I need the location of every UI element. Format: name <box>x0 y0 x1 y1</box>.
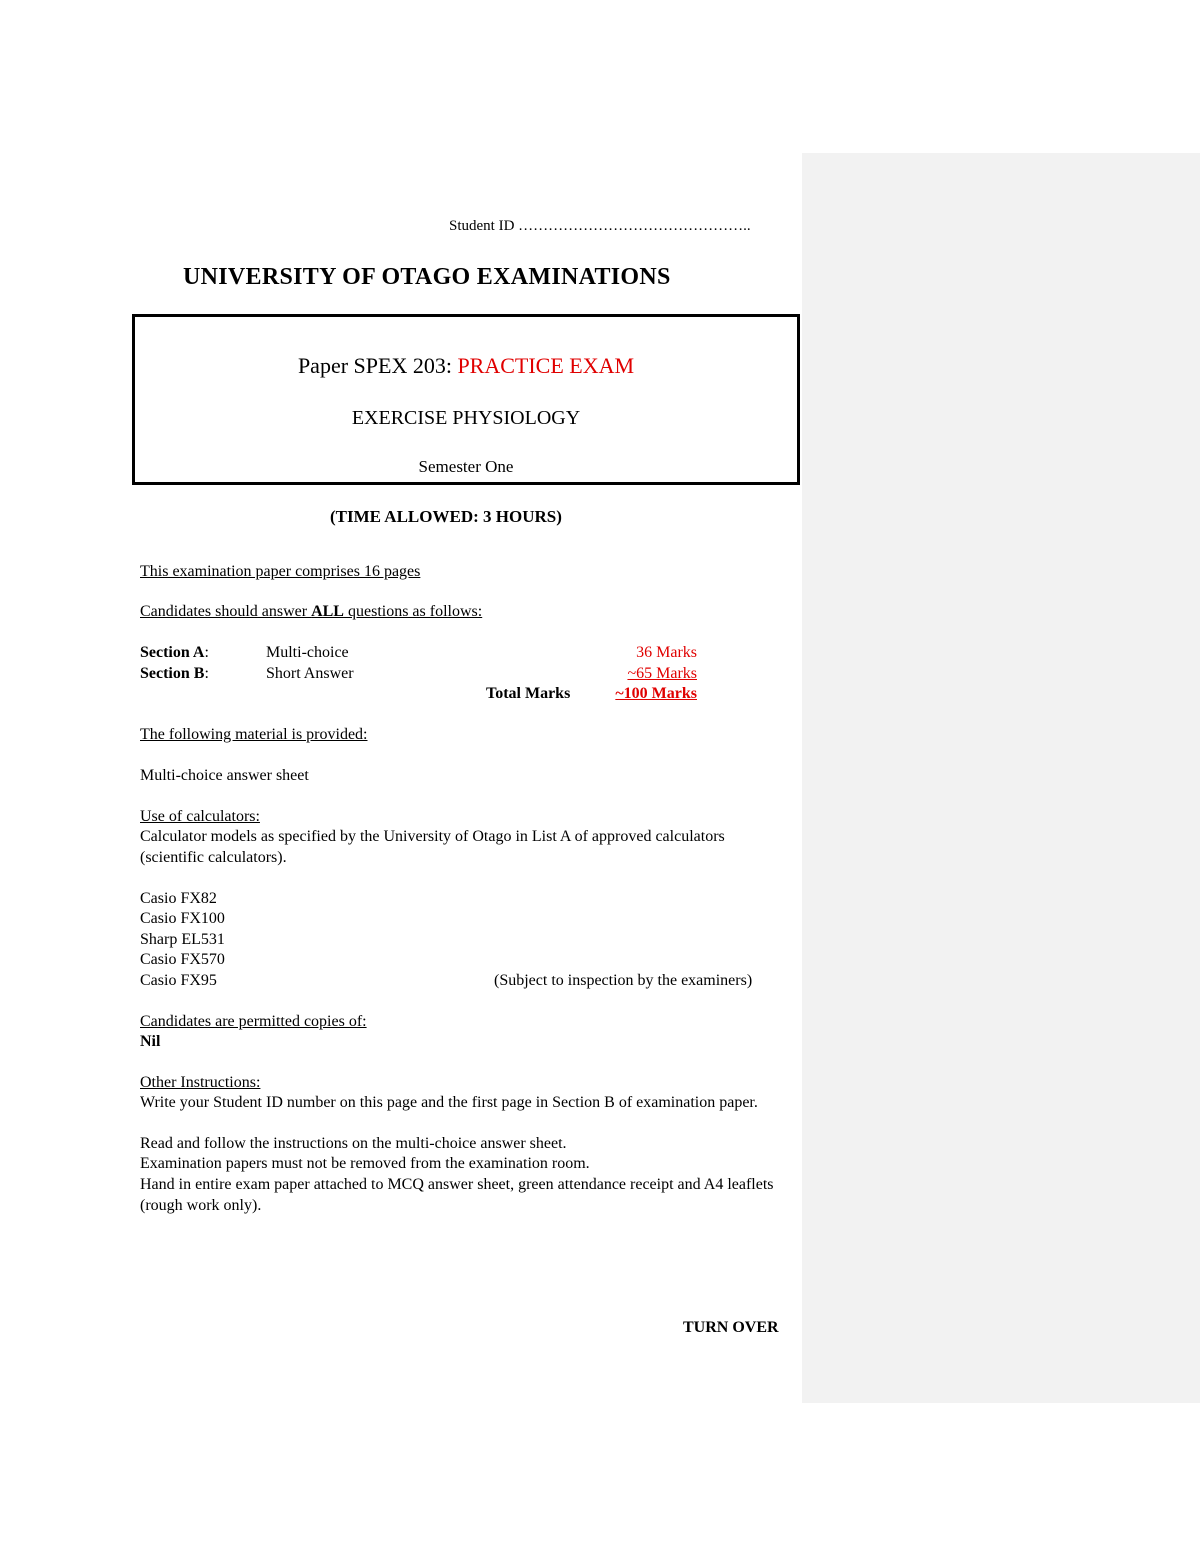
permitted-heading: Candidates are permitted copies of: <box>140 1013 367 1030</box>
answer-instructions-lead: Candidates should answer <box>140 603 312 620</box>
paper-code: Paper SPEX 203: <box>297 353 458 378</box>
calculator-model: Casio FX100 <box>140 910 225 927</box>
practice-exam-label: PRACTICE EXAM <box>457 353 635 378</box>
answer-instructions-emphasis: ALL <box>311 603 344 620</box>
total-marks-label: Total Marks <box>486 685 571 702</box>
calculators-description: Calculator models as specified by the University of Otago in List A of approved calculators (scientific calculators). <box>140 828 725 866</box>
university-title: UNIVERSITY OF OTAGO EXAMINATIONS <box>183 264 671 290</box>
title-box <box>132 314 800 485</box>
calculator-model: Casio FX82 <box>140 890 217 907</box>
permitted-value: Nil <box>140 1033 161 1050</box>
calculators-heading: Use of calculators: <box>140 808 260 825</box>
inspection-note: (Subject to inspection by the examiners) <box>494 972 753 989</box>
section-a-type: Multi-choice <box>266 644 349 661</box>
section-b-type: Short Answer <box>266 665 354 682</box>
semester-label: Semester One <box>418 457 514 476</box>
subject-title: EXERCISE PHYSIOLOGY <box>351 407 581 429</box>
materials-item: Multi-choice answer sheet <box>140 767 309 784</box>
answer-instructions-tail: questions as follows: <box>343 603 483 620</box>
instruction-item: Hand in entire exam paper attached to MCQ answer sheet, green attendance receipt and A4 leaflets (rough work only). <box>140 1176 774 1214</box>
turn-over: TURN OVER <box>683 1319 779 1336</box>
section-b-label: Section B: <box>140 665 209 682</box>
other-instructions-heading: Other Instructions: <box>140 1074 261 1091</box>
total-marks-value: ~100 Marks <box>615 685 697 702</box>
instruction-item: Write your Student ID number on this page and the first page in Section B of examination paper. <box>140 1094 758 1111</box>
answer-instructions <box>140 602 482 622</box>
comment-pane <box>802 153 1200 1403</box>
time-allowed: (TIME ALLOWED: 3 HOURS) <box>330 507 562 526</box>
calculator-model: Casio FX570 <box>140 951 225 968</box>
materials-heading: The following material is provided: <box>140 726 368 743</box>
calculator-model: Casio FX95 <box>140 972 217 989</box>
instruction-item: Examination papers must not be removed from the examination room. <box>140 1155 590 1172</box>
pages-note: This examination paper comprises 16 pages <box>140 563 421 580</box>
student-id-line: Student ID ……………………………………….. <box>449 218 751 234</box>
calculator-model: Sharp EL531 <box>140 931 225 948</box>
paper-title <box>135 353 797 379</box>
instruction-item: Read and follow the instructions on the multi-choice answer sheet. <box>140 1135 567 1152</box>
section-b-marks: ~65 Marks <box>627 665 697 682</box>
section-a-marks: 36 Marks <box>636 644 697 661</box>
section-a-label: Section A: <box>140 644 209 661</box>
